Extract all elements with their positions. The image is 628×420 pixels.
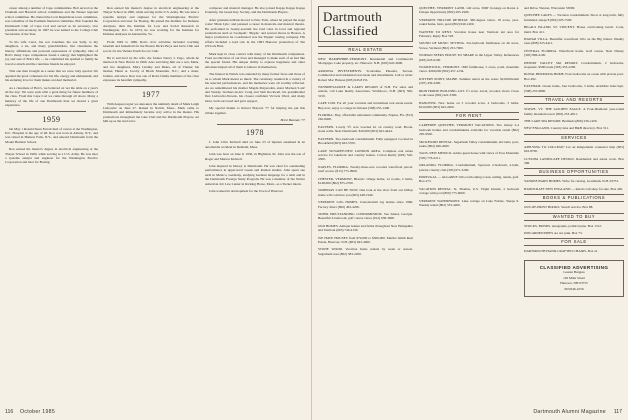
masthead-title: Dartmouth Classified — [323, 9, 383, 38]
promo-title: CLASSIFIED ADVERTISING — [539, 264, 609, 270]
promo-contact-name: Lauren Burgess — [563, 270, 585, 275]
classified-ad: HAWAII VILLA. Beautiful oceanfront villa on the Big Island. Weekly rates (808) 325-4411. — [524, 37, 624, 46]
classified-ad: VERMONT HILLTOP RETREAT. 360-degree views. 18 acres, year-round home, barn, pond (802) 649-1400. — [419, 17, 519, 27]
section-heading: WANTED TO BUY — [524, 213, 624, 221]
divider — [17, 111, 86, 112]
classified-ad: APPLYING TO COLLEGE? Let an independent counselor help (603) 643-8700. — [524, 144, 624, 154]
class-year-heading: 1977 — [142, 89, 160, 99]
classified-ad: SKI RESORT RENTAL. Sugarbush Valley condominium, ski trails, pool, sauna (802) 496-2000. — [419, 139, 519, 148]
obituary-column-1 — [5, 6, 98, 400]
section-heading-real-estate: REAL ESTATE — [318, 46, 413, 54]
classified-ad: ARIZONA INVESTMENTS. Scottsdale, Phoenix, Tucson. Commercial and residential real estate and investments. Call or write: Robert Mac Hanson (603) 643-8155. — [318, 68, 413, 82]
left-page — [0, 0, 312, 420]
classified-ad: VERMONT WATERFRONT. Lake cottage on Lake Fairlee. Sleeps 6. Weekly rental (802) 333-4400. — [419, 198, 519, 207]
section-heading: FOR SALE — [524, 238, 624, 246]
promo-address: 120 Main Street — [563, 275, 585, 280]
classified-ad: THE LAKE SPA RESORT. Bermuda (809) 236-1200. — [524, 118, 598, 123]
classified-column-3 — [524, 6, 624, 400]
obituary-paragraph: Mark kept in close contact with many of his Dartmouth companions. Fond recollections of our lives and managed to make each of us feel like the special friend. His unique ability to express happiness and other emotions helped all of them to believe in themselves. — [205, 51, 305, 69]
classified-ad: BIGALS ISLAND, ST. VINCENT. House overlooking beach. Cook, maid. Box 411. — [524, 25, 624, 34]
classified-ad: STOWE, VT. THE GOLDEN EAGLE. A Four-Diamond year-round family mountain resort (802) 253-4811. — [524, 107, 624, 116]
classified-ad: EASTERN. Lovely 3½ acre wooded lot on country road. Brook, stone walls. Near Dartmouth. $29,000 (603) 643-4444. — [318, 124, 413, 134]
classified-ad: and Drive, Weston, Wisconsin 53090. — [524, 6, 576, 10]
obituary-paragraph: To his wife Carol, his son Jonathan, his son Sally, to my daughters, a sis, and many grandchildren, Our classmates the literary affiliations and personal expressions of sympathy. One of Bob's many Cape companions found a eulogy that highlighted the joy and zest of Bob's life — he committed his spirited to family he loved so much and the countless friends he enjoyed. — [5, 39, 98, 66]
obituary-column-2 — [103, 6, 199, 400]
classified-masthead — [318, 6, 413, 42]
classified-ad: EASTERN. Two-bedroom condominium. Fully equipped. Located in Brookfield (603) 643-5700. — [318, 136, 413, 146]
obituary-paragraph: As a classmate of Bob's, we believed on 'set the table on a year's all the day.' We were each with a great thing for future members of the class. From this Cape Cod we came through all doors. Many a memory of the life of one Dartmouth man we shared a great experience. — [5, 85, 98, 108]
magazine-name: Dartmouth Alumni Magazine — [533, 409, 606, 415]
classified-ad: TAOS, NEW MEXICO. Adobe guest house with views of Taos Mountain (505) 776-2211. — [419, 151, 519, 160]
classified-ad: CENTRAL FLORIDA. Waterfront home. Golf course. Near Disney (305) 896-4100. — [524, 48, 624, 58]
classified-ad: FLORIDA. Tiny, affordable retirement community. Naples, Fla. (813) 262-8400. — [318, 113, 413, 122]
divider — [217, 124, 293, 125]
classified-advertising-box — [524, 260, 624, 298]
section-heading: TRAVEL AND RESORTS — [524, 96, 624, 104]
obituary-paragraph: On May 1 Ronald Dean Farrah died of cancer at the Washington, D.C. Hospital at the age of 48. Ron was born in Albany, N.Y., and was raised in Hudson Falls, N.Y., and entered Dartmouth from the Mount Hermon School. — [5, 126, 98, 144]
promo-phone: 603/646-2256 — [564, 286, 584, 291]
classified-ad: CUSTOM LANDSCAPE DESIGN. Residential and estate work. Box 398. — [524, 156, 624, 165]
classified-ad: LAKE SUNAPEE/NEW LONDON AREA. Complete real estate service for lakefront and country homes. Cotton Realty (603) 526-4500. — [318, 148, 413, 162]
classified-ad: CHESTER, VERMONT. Historic village home, 12 rooms, 2 baths. $148,000 (802) 875-2700. — [318, 176, 413, 185]
classified-ads-list — [419, 6, 519, 207]
classified-ad: CAREFREE QUECHEE, VERMONT VACATIONS. Two luxury 2-4 bedroom homes and condominiums available for vacation rental (802) 295-9500. — [419, 123, 519, 137]
classified-ad: WANTED TO RENT. Vacation house near Vermont ski area for February. Reply Box 503. — [419, 29, 519, 39]
classified-ad: SUPER PRE-STANDING CONDOMINIUM. Sea Island, Georgia. Beautiful 3-bedroom, golf course views (912) 638-3600. — [318, 211, 413, 221]
classified-ad: SOMEDAY CAN BE NOW. One look at the view from our hilltop home will convince you (603) 448-1940. — [318, 188, 413, 197]
classified-ad: VACATION RENTAL. St. Thomas, U.S. Virgin Islands. 2 bedroom cottage with pool (809) 775-6000. — [419, 186, 519, 196]
obituary-paragraph: My special thanks to Robert Brayton '77 for helping me put this tribute together. — [205, 106, 305, 115]
right-page — [314, 0, 628, 420]
obituary-paragraph: With deepest regret we announce the untimely death of Mark Leigh Liebowitz on June 27. Raised in Natick, Mass., Mark came to Dartmouth and immediately became very active in the theatre. His productions throughout the Glee Club and the Dartmouth Players, set him up as the lead actor. — [103, 101, 199, 124]
section-heading: BUSINESS OPPORTUNITIES — [524, 168, 624, 176]
classified-ad: OLD HOMES. Antique homes and farms throughout New Hampshire and Vermont (603) 746-4130. — [318, 223, 413, 233]
classified-ad: VERMONT LOG HOMES. Custom-built log homes since 1966. Factory direct (802) 463-4200. — [318, 200, 413, 209]
classified-ad: DESERT VALLEY SKI RESORT. Condominium, 2 bedrooms, slopeside. $500/week (303) 453-2200. — [524, 60, 624, 70]
page-number: 117 — [613, 409, 622, 415]
classified-ad: WOODSTOCK, VERMONT. 1830 farmhouse, 5 acres, pond, mountain views. $260,000 (802) 457-1234. — [419, 65, 519, 74]
obituary-column-3 — [205, 6, 305, 400]
classified-ad: NAPLES, FLORIDA. Twenty-three-acre wooded waterfront parcel. Gulf access. (813) 775-0900. — [318, 164, 413, 174]
classified-ad: PORTUGAL — ALGARVE villa overlooking ocean, sailing, tennis, golf. Box 473. — [419, 174, 519, 184]
classified-column-2 — [419, 6, 519, 400]
obituary-signature: Brent Bauman '77 — [280, 117, 305, 122]
obituary-paragraph: Ron earned his master's degree in electrical engineering at the Thayer School in 1960, while serving as a U.S. Army. He was later a systems analyst and engineer for the Washington Electric Corporation and later for Boeing. — [5, 147, 98, 165]
classified-ad: WE HAVE HOUSES from $79,900 to $500,000. Martha Smith Real Estate, Hanover, N.H. (603) 643-4000. — [318, 235, 413, 244]
classified-ad: NEW HAMPSHIRE-VERMONT. Residential and Commercial Mortgages. Lake property, etc. Hanover. N.H. (603) 643-3600. — [318, 57, 413, 66]
classified-ad: WOMAN SEEKS HOUSE TO SHARE in the Upper Valley. References (603) 643-9100. — [419, 53, 519, 62]
obituary-paragraph: After graduation Mark moved to New York, where he played the stage roster 'Mark Lyle,' and pursued a career in musicals and musical theatre. He performed in twenty-seventh law lead roles in local and regional productions such as 'Godspell,' 'Pippin,' and several shows in Boston. A major production he coordinated was the 'Pippin' touring company. His efforts included a lead role in the 1983 Hanover production of Ten O'Clock Hats. — [205, 17, 305, 49]
classified-ad: QUECHEE, VERMONT LAND. 140 acres, 3000' frontage on Route 4. Unique Opportunity (802) 295-1900. — [419, 6, 519, 15]
classified-ad: DARTMOUTH HAND-CRAFTED CHAIRS. Box 21. — [524, 249, 599, 254]
divider — [115, 86, 187, 87]
page-number: 116 — [5, 409, 14, 415]
obituary-paragraph: John worked in development for the Town of Hanover. — [209, 189, 284, 193]
obituary-paragraph: The funeral in Natick was attended by many former faces and those of us to whom Mark meant so much. The ceremony resulted in a variety of his selected performances, and his memories were all warmly reflected. As we remembered his mother Magda Mayersohn, sister Marleen 'Lani' and Wendy, brothers-in-law Craig and Sam Rockwell, his grandmother Dex Liebowitz-Nowak, his closest confidant Victoria Ward, and many more, both sorrowed and gave support. — [205, 72, 305, 103]
classified-ad: EASTHAM. Ocean home, four bedrooms, 3 baths. Available June-Sept. (508) 255-9800. — [524, 84, 624, 93]
classified-ad: ROYAL BERMUDA HOME. Four bedrooms on ocean with private pool. Box 492. — [524, 72, 624, 81]
classified-ads-list — [524, 6, 624, 254]
class-year-heading: 1959 — [42, 114, 61, 124]
section-heading: SERVICES — [524, 134, 624, 142]
obituary-paragraph: John was born on June 9, 1956, in Highland, Ill. John was the son of Roger and Marion Kidwell. — [205, 152, 305, 161]
obituary-paragraph: From 1962 to 1980, Ron's civic activities included coaching baseball and basketball for the Boston Dick's Boys and Girls Club and soccer for the Vienna Youth Soccer Club. — [103, 39, 199, 53]
classified-ad: HANDCRAFT NEW ENGLAND — Retail craft shop for sale. Box 420. — [524, 186, 623, 191]
classified-ad: STONE WOOD. Vacation home rentals by week or season. Sugarbush area (802) 583-2200. — [318, 247, 413, 256]
promo-city: Hanover, NH 03755 — [560, 281, 588, 286]
classified-ad: NEW ENGLAND. Country inns and B&B directory. Box 311. — [524, 126, 609, 131]
obituary-paragraph: Ron earned his master's degree in electrical engineering at the Thayer School in 1960, while serving in the U.S. Army. He was later a systems analyst and engineer for the Westinghouse Electric Corporation and later for Boeing. He joined the Institute for Defense Analyses, then the Institute for Low and Social Research in Washington, D.C. In 1974, he was working for the Institute for Defense Analyses in Alexandria, Va. — [103, 6, 199, 37]
class-year-heading: 1978 — [246, 128, 264, 138]
obituary-paragraph: composer and musical manager. He also joined Kappa Kappa Kappa fraternity, the Green Key Society, and the Dartmouth Players. — [205, 6, 305, 15]
section-heading: FOR RENT — [419, 112, 519, 120]
classified-ad: KITTERY POINT, MAINE. Summer rental on the water. $2,000/month (207) 439-3200. — [419, 76, 519, 86]
classified-ad: OUT-OF-PRINT BOOKS. Search service. Box 88. — [524, 205, 594, 210]
classified-ads-list — [318, 57, 413, 256]
classified-ad: DISCARDED PIPES are not junk. Box 73. — [524, 230, 583, 235]
obituary-paragraph: He is survived by his wife, the former Nancy I. Zago, whom he married in New Haven in 1960. Also surviving him are a son, Mark, and two daughters, Mary Lindley and Diana, all of Vienna; his mother, Hazel A. Jacoby of Black Mountain, N.C.; and a sister, brother, and niece. Ron was one of Ron's family members of the class expresses its heartfelt sympathy. — [103, 56, 199, 83]
issue-date: October 1985 — [20, 409, 56, 415]
classified-ad: WINNIPESAUKEE & LAKES REGION of N.H. For sales and rentals, call Lake Realty Associates. Wolfeboro, N.H. (603) 569-3150. — [318, 85, 413, 98]
obituary-paragraph: J. John Clive Kidwell died on June 23 of injuries sustained in an automobile accident in Dedham, Mass. — [205, 140, 305, 149]
classified-ad: ORLANDO, FLORIDA. Condominium, Spacious 2-bedroom, 2-bath, private country club (305) 671-3200. — [419, 163, 519, 172]
section-heading: BOOKS & PUBLICATIONS — [524, 194, 624, 202]
classified-ad: STOCKS, BONDS, autographs, political pins. Box 1312. — [524, 223, 602, 228]
obituary-paragraph: This one man brought us a sense that we were truly special. We applaud the great volunteers for his life, energy and enthusiasm, and his enduring love for them makes an ideal memorial. — [5, 69, 98, 83]
classified-ad: IRON HORSE BUILDING LOT. 1½ acres. Level, wooded, views. Close to ski areas (802) 422-3300. — [419, 88, 519, 98]
obituary-paragraph: career among a number of Cape communities. Bob served on the Chatham and Harwich school committees and the Nauset regional school committee. He chaired the local Republican town committee, was a member of the Eastham financial committee. Bob founded the Dartmouth Club of Cape Cod and served as its secretary, vice president and secretary. In 1967 he was named to the College Club Secretaries of the Year. — [5, 6, 98, 37]
classified-ad: QUECHEE LAKES — Vacation condominium. Short or long term, fully furnished, sleeps 8 (802) 295-7500. — [524, 13, 624, 22]
classified-ad: HANOVER. New home on 3 wooded acres, 4 bedrooms, 3 baths. $210,000 (603) 643-2400. — [419, 100, 519, 109]
classified-ad: YANKEE BARN HOMES. Write for catalog. Grantham, N.H. 03753. — [524, 179, 619, 184]
classified-column-1 — [318, 6, 413, 400]
classified-ad: SOUND OF MUSIC SETTING. Six-bedroom farmhouse on 40 acres, Stowe, Vermont (802) 253-7000. — [419, 41, 519, 50]
obituary-paragraph: John majored in history at Dartmouth. He was cited for outstanding performance in upper-level Greek and Roman studies. John spent one term in Mexico, Germany, studying German language for a term and in the Dartmouth Foreign Study Program. He was a member of the Native American Job Law Center in Kicking Horse, Mont., as a Tucker intern. — [205, 163, 305, 186]
classified-ad: CAPE COD. For all your vacation and investment real estate needs. Buy now, enjoy a cottage in Orleans (508) 255-1400. — [318, 101, 413, 110]
